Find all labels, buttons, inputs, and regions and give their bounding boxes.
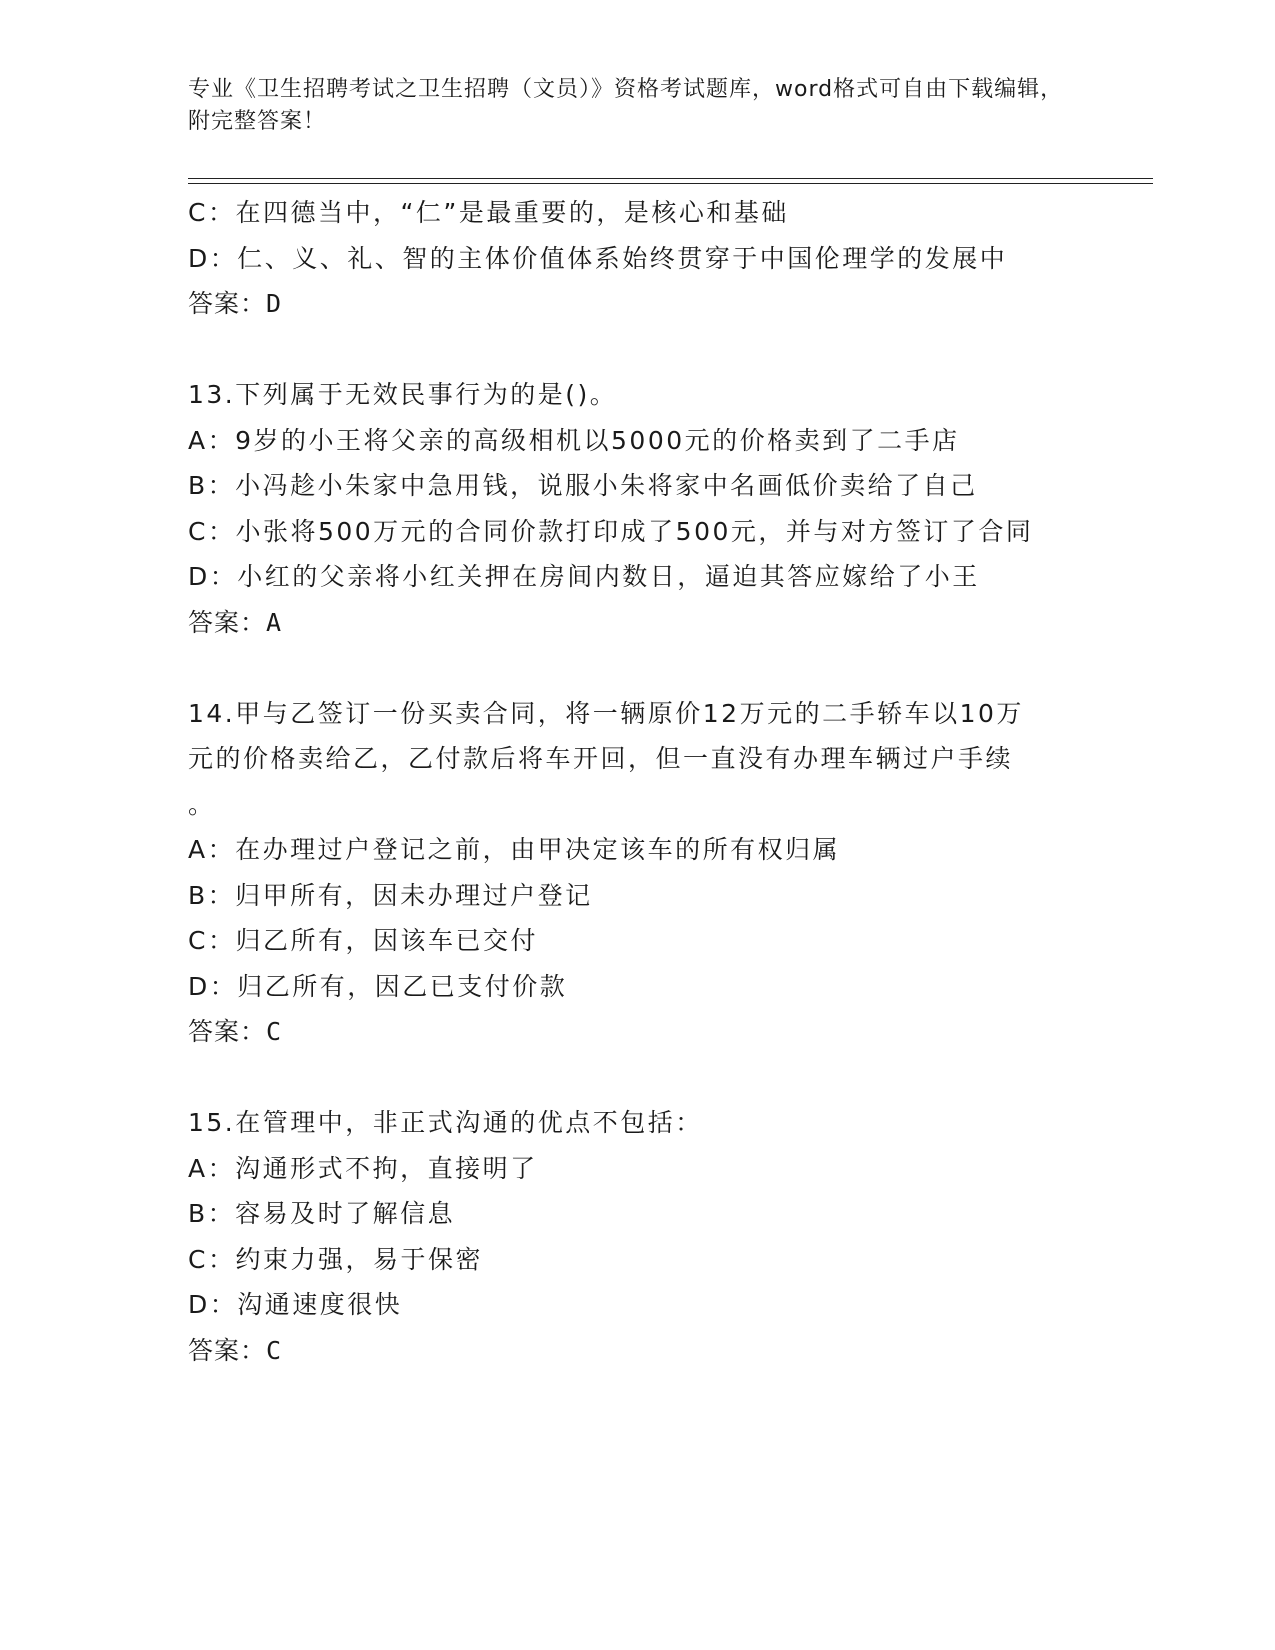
option-b: B：容易及时了解信息 [188,1199,456,1228]
option-a: A：在办理过户登记之前，由甲决定该车的所有权归属 [188,835,841,864]
question-list [188,190,1088,1373]
option-c: C：小张将500万元的合同价款打印成了500元，并与对方签订了合同 [188,516,1034,546]
option-c: C：约束力强，易于保密 [188,1244,483,1274]
option-b: B：归甲所有，因未办理过户登记 [188,880,593,910]
question-stem: 13.下列属于无效民事行为的是()。 [188,380,618,409]
option-a: A：9岁的小王将父亲的高级相机以5000元的价格卖到了二手店 [188,425,960,455]
answer-line: 答案：C [188,1335,283,1365]
page-header: 专业《卫生招聘考试之卫生招聘（文员）》资格考试题库，word格式可自由下载编辑，附完整答案！ [188,77,1064,134]
option-d: D：小红的父亲将小红关押在房间内数日，逼迫其答应嫁给了小王 [188,562,980,591]
question-12-tail [188,190,1088,327]
header-divider-top [188,178,1153,179]
option-a: A：沟通形式不拘，直接明了 [188,1153,538,1183]
question-15 [188,1100,1088,1373]
question-stem-line-3: 。 [188,789,216,819]
spacer [188,1055,1088,1101]
question-13 [188,372,1088,645]
option-b: B：小冯趁小朱家中急用钱，说服小朱将家中名画低价卖给了自己 [188,471,978,500]
header-divider-bottom [188,183,1153,184]
question-stem: 15.在管理中，非正式沟通的优点不包括： [188,1108,703,1137]
option-c: C：归乙所有，因该车已交付 [188,926,538,955]
option-d: D：仁、义、礼、智的主体价值体系始终贯穿于中国伦理学的发展中 [188,243,1008,273]
question-14 [188,691,1088,1055]
option-d: D：归乙所有，因乙已支付价款 [188,971,568,1001]
spacer [188,645,1088,691]
spacer [188,327,1088,373]
option-d: D：沟通速度很快 [188,1290,403,1319]
answer-line: 答案：D [188,289,283,318]
option-c: C：在四德当中，“仁”是最重要的，是核心和基础 [188,198,789,227]
answer-line: 答案：A [188,607,283,637]
question-stem-line-2: 元的价格卖给乙，乙付款后将车开回，但一直没有办理车辆过户手续 [188,744,1014,773]
question-stem-line-1: 14.甲与乙签订一份买卖合同，将一辆原价12万元的二手轿车以10万 [188,698,1024,728]
answer-line: 答案：C [188,1017,283,1046]
